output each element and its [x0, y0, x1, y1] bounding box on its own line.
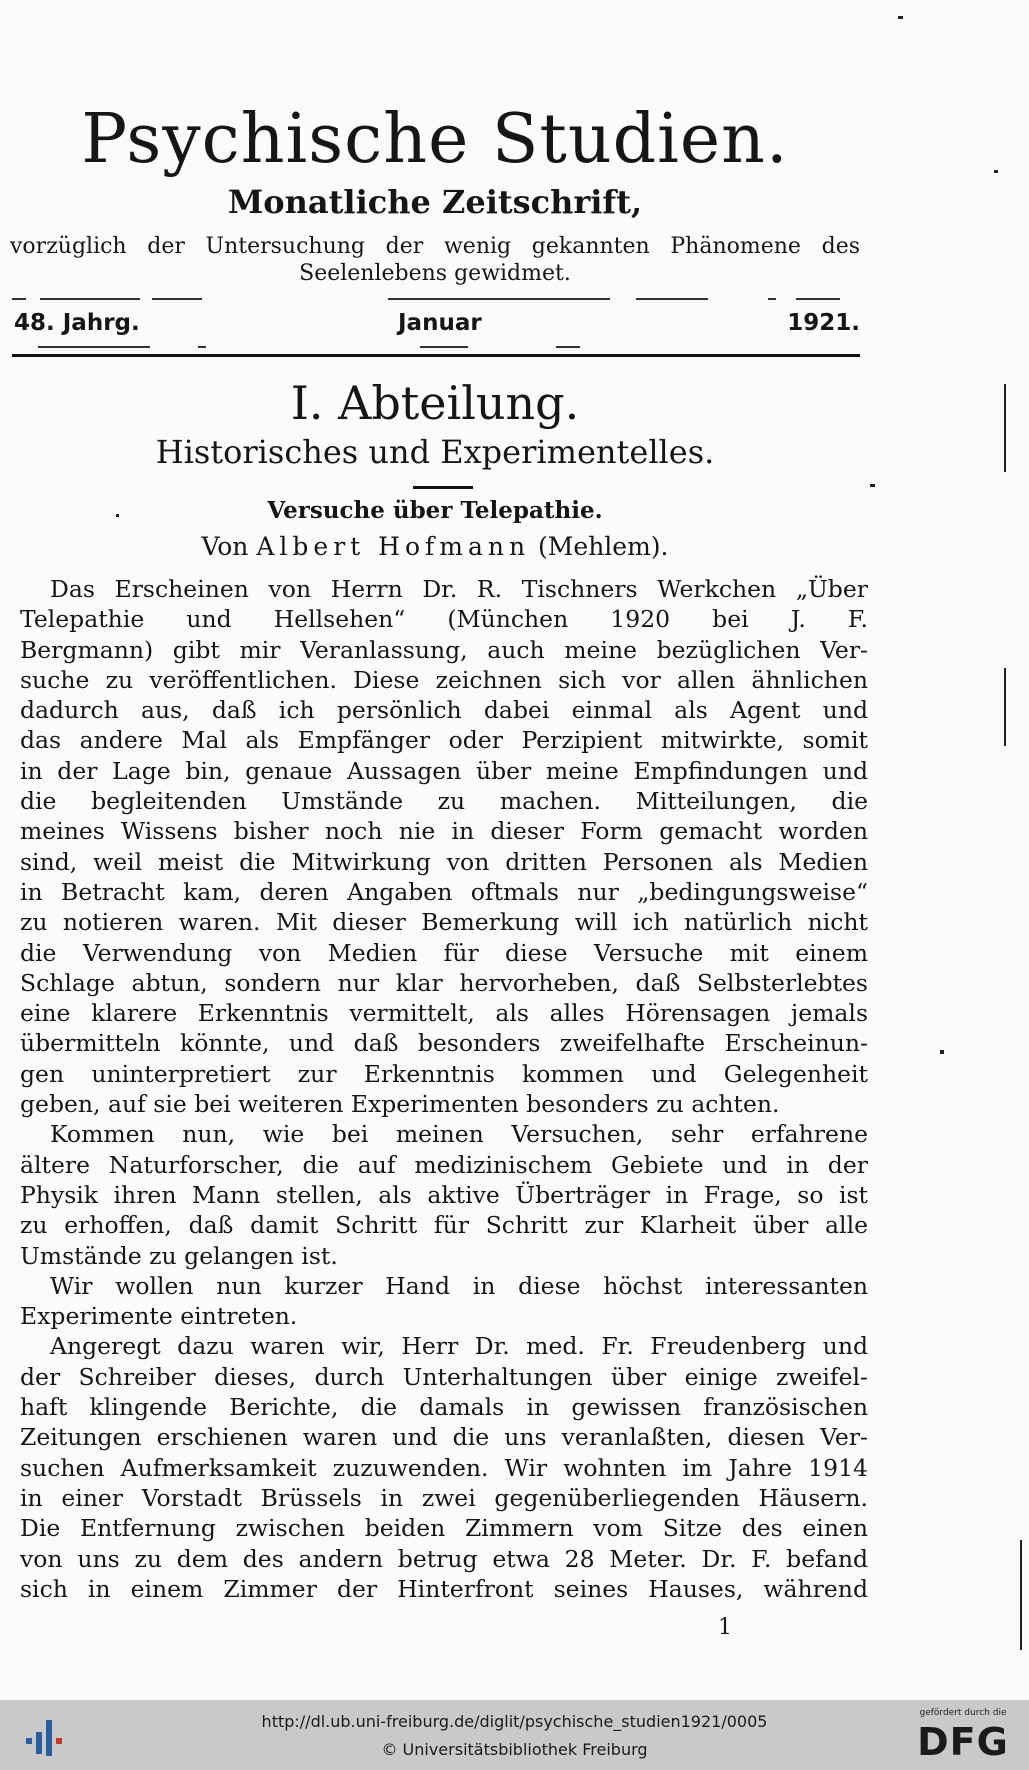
dfg-caption: gefördert durch die: [919, 1708, 1007, 1718]
article-byline: [0, 531, 870, 563]
scan-speck: [116, 514, 119, 517]
permalink-url[interactable]: http://dl.ub.uni-freiburg.de/diglit/psychische_studien1921/0005: [261, 1712, 768, 1731]
dashed-rule: [388, 298, 610, 300]
body-line: Angeregt dazu waren wir, Herr Dr. med. Fr. Freudenberg und: [50, 1332, 868, 1361]
scan-speck: [940, 1050, 944, 1054]
article-title: Versuche über Telepathie.: [267, 497, 603, 524]
author-name: Albert Hofmann: [256, 532, 531, 561]
scan-mark: [1004, 384, 1006, 472]
dashed-rule: [198, 346, 206, 348]
body-line: suchen Aufmerksamkeit zuzuwenden. Wir wohnten im Jahre 1914: [20, 1453, 868, 1482]
dashed-rule: [40, 298, 140, 300]
body-line: von uns zu dem des andern betrug etwa 28 Meter. Dr. F. befand: [20, 1544, 868, 1573]
body-line: sind, weil meist die Mitwirkung von dritten Personen als Medien: [20, 847, 868, 876]
scan-speck: [994, 170, 998, 173]
body-line: die Verwendung von Medien für diese Versuche mit einem: [20, 938, 868, 967]
body-line: suche zu veröffentlichen. Diese zeichnen sich vor allen ähnlichen: [20, 665, 868, 694]
scan-mark: [1004, 668, 1006, 746]
body-line: Bergmann) gibt mir Veranlassung, auch meine bezüglichen Ver-: [20, 635, 868, 664]
body-line: übermitteln könnte, und daß besonders zweifelhafte Erscheinun-: [20, 1029, 868, 1058]
dashed-rule: [38, 346, 150, 348]
section-subtitle: Historisches und Experimentelles.: [155, 433, 715, 471]
header-rule: [12, 354, 860, 357]
scan-speck: [898, 16, 903, 19]
body-line: zu notieren waren. Mit dieser Bemerkung will ich natürlich nicht: [20, 908, 868, 937]
body-line: der Schreiber dieses, durch Unterhaltungen über einige zweifel-: [20, 1362, 868, 1391]
library-footer: [0, 1700, 1029, 1770]
body-line: Telepathie und Hellsehen“ (München 1920 bei J. F.: [20, 605, 868, 634]
issue-year: 1921.: [787, 310, 860, 336]
journal-subtitle: Monatliche Zeitschrift,: [227, 183, 643, 221]
dashed-rule: [152, 298, 202, 300]
section-title: I. Abteilung.: [290, 376, 580, 430]
issue-volume: 48. Jahrg.: [14, 310, 140, 336]
body-line: die begleitenden Umstände zu machen. Mitteilungen, die: [20, 787, 868, 816]
body-line: gen uninterpretiert zur Erkenntnis kommen und Gelegenheit: [20, 1059, 868, 1088]
body-line: dadurch aus, daß ich persönlich dabei einmal als Agent und: [20, 696, 868, 725]
scan-mark: [1020, 1540, 1022, 1650]
article-body: [20, 574, 868, 1604]
body-line: geben, auf sie bei weiteren Experimenten besonders zu achten.: [20, 1090, 780, 1119]
body-line: das andere Mal als Empfänger oder Perzipient mitwirkte, somit: [20, 726, 868, 755]
dashed-rule: [768, 298, 776, 300]
body-line: Wir wollen nun kurzer Hand in diese höchst interessanten: [50, 1271, 868, 1300]
journal-description-line-2: Seelenlebens gewidmet.: [299, 261, 571, 286]
body-line: ältere Naturforscher, die auf medizinischem Gebiete und in der: [20, 1150, 868, 1179]
body-line: Physik ihren Mann stellen, als aktive Überträger in Frage, so ist: [20, 1180, 868, 1209]
body-line: Das Erscheinen von Herrn Dr. R. Tischners Werkchen „Über: [50, 575, 868, 603]
author-location: (Mehlem).: [538, 532, 669, 561]
byline-prefix: Von: [201, 532, 249, 561]
dashed-rule: [556, 346, 580, 348]
journal-title: Psychische Studien.: [81, 100, 789, 179]
body-line: in einer Vorstadt Brüssels in zwei gegenüberliegenden Häusern.: [20, 1483, 868, 1512]
journal-description-line-1: vorzüglich der Untersuchung der wenig gekannten Phänomene des: [10, 234, 860, 259]
dashed-rule: [636, 298, 708, 300]
issue-month: Januar: [398, 310, 482, 336]
section-rule: [413, 486, 473, 489]
body-line: Zeitungen erschienen waren und die uns veranlaßten, diesen Ver-: [20, 1423, 868, 1452]
body-line: eine klarere Erkenntnis vermittelt, als alles Hörensagen jemals: [20, 999, 868, 1028]
dashed-rule: [796, 298, 840, 300]
dfg-wordmark: DFG: [917, 1720, 1009, 1764]
body-line: Schlage abtun, sondern nur klar hervorheben, daß Selbsterlebtes: [20, 968, 868, 997]
body-line: Umstände zu gelangen ist.: [20, 1241, 338, 1270]
body-line: Experimente eintreten.: [20, 1302, 298, 1331]
body-line: in der Lage bin, genaue Aussagen über meine Empfindungen und: [20, 756, 868, 785]
dashed-rule: [420, 346, 468, 348]
journal-description: [10, 233, 860, 287]
page-number: 1: [718, 1615, 732, 1640]
copyright-notice: © Universitätsbibliothek Freiburg: [381, 1740, 648, 1759]
body-line: zu erhoffen, daß damit Schritt für Schritt zur Klarheit über alle: [20, 1211, 868, 1240]
body-line: Die Entfernung zwischen beiden Zimmern vom Sitze des einen: [20, 1514, 868, 1543]
body-line: in Betracht kam, deren Angaben oftmals nur „bedingungsweise“: [20, 877, 868, 906]
body-line: Kommen nun, wie bei meinen Versuchen, sehr erfahrene: [50, 1120, 868, 1149]
body-line: haft klingende Berichte, die damals in gewissen französischen: [20, 1393, 868, 1422]
scan-speck: [870, 484, 875, 487]
body-line: sich in einem Zimmer der Hinterfront seines Hauses, während: [20, 1574, 868, 1603]
dashed-rule: [12, 298, 26, 300]
dfg-logo: [904, 1708, 1022, 1766]
body-line: meines Wissens bisher noch nie in dieser Form gemacht worden: [20, 817, 868, 846]
